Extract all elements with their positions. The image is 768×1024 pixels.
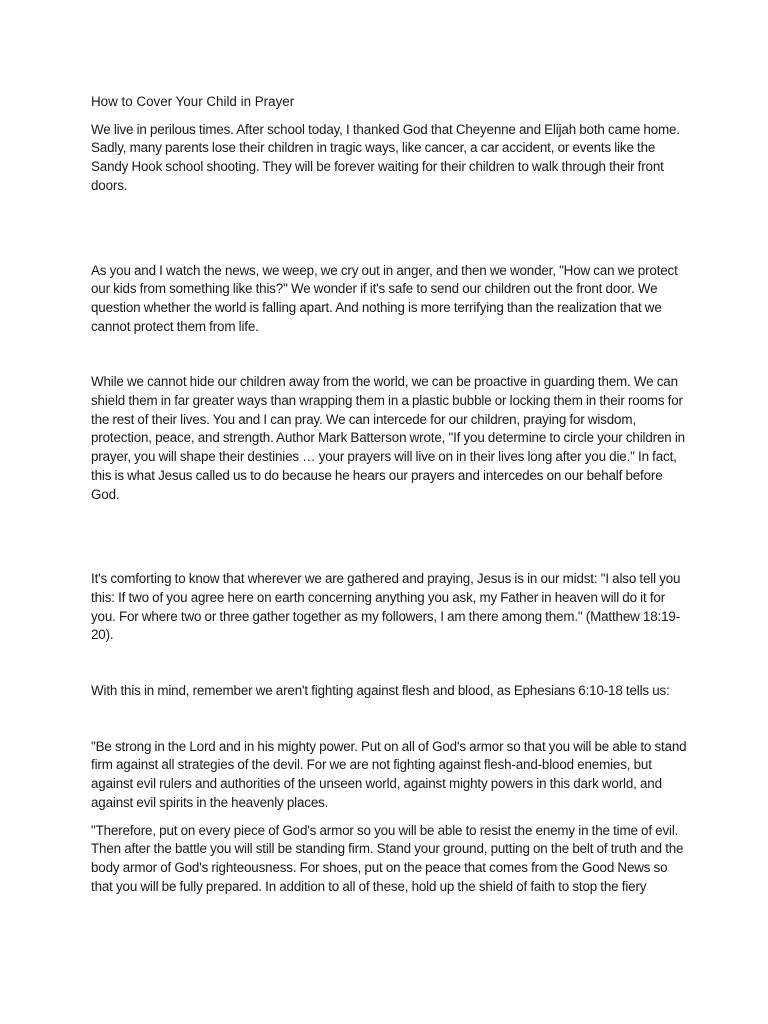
paragraph-1: We live in perilous times. After school today, I thanked God that Cheyenne and Elijah both came home. Sadly, many parents lose their children in tragic ways, like cancer, a car accident, or events like the Sandy Hook school shooting. They will be forever waiting for their children to walk through their front doors. <box>91 121 680 193</box>
paragraph-spacer <box>91 196 687 262</box>
paragraph-spacer <box>91 504 687 570</box>
paragraph-4: It's comforting to know that wherever we are gathered and praying, Jesus is in our midst: "I also tell you this: If two of you agree here on earth concerning anything you ask, my Father in heaven will do it for you. For where two or three gather together as my followers, I am there among them." (Matthew 18:19-20). <box>91 571 681 643</box>
paragraph-spacer <box>91 701 687 738</box>
paragraph-5: With this in mind, remember we aren't fighting against flesh and blood, as Ephesians 6:10-18 tells us: <box>91 683 670 699</box>
paragraph-3: While we cannot hide our children away from the world, we can be proactive in guarding them. We can shield them in far greater ways than wrapping them in a plastic bubble or locking them in their rooms for the rest of their lives. You and I can pray. We can intercede for our children, praying for wisdom, protection, peace, and strength. Author Mark Batterson wrote, "If you determine to circle your children in prayer, you will shape their destinies … your prayers will live on in their lives long after you die." In fact, this is what Jesus called us to do because he hears our prayers and intercedes on our behalf before God. <box>91 374 685 502</box>
document-title: How to Cover Your Child in Prayer <box>91 94 295 109</box>
document-body <box>91 93 687 896</box>
paragraph-spacer <box>91 813 687 822</box>
paragraph-7: "Therefore, put on every piece of God's armor so you will be able to resist the enemy in the time of evil. Then after the battle you will still be standing firm. Stand your ground, putting on the belt of truth and the body armor of God's righteousness. For shoes, put on the peace that comes from the Good News so that you will be fully prepared. In addition to all of these, hold up the shield of faith to stop the fiery <box>91 822 684 894</box>
paragraph-6: "Be strong in the Lord and in his mighty power. Put on all of God's armor so that you will be able to stand firm against all strategies of the devil. For we are not fighting against flesh-and-blood enemies, but against evil rulers and authorities of the unseen world, against mighty powers in this dark world, and against evil spirits in the heavenly places. <box>91 738 687 810</box>
paragraph-spacer <box>91 336 687 373</box>
paragraph-spacer <box>91 645 687 682</box>
paragraph-2: As you and I watch the news, we weep, we cry out in anger, and then we wonder, "How can we protect our kids from something like this?" We wonder if it's safe to send our children out the front door. We question whether the world is falling apart. And nothing is more terrifying than the realization that we cannot protect them from life. <box>91 262 678 334</box>
